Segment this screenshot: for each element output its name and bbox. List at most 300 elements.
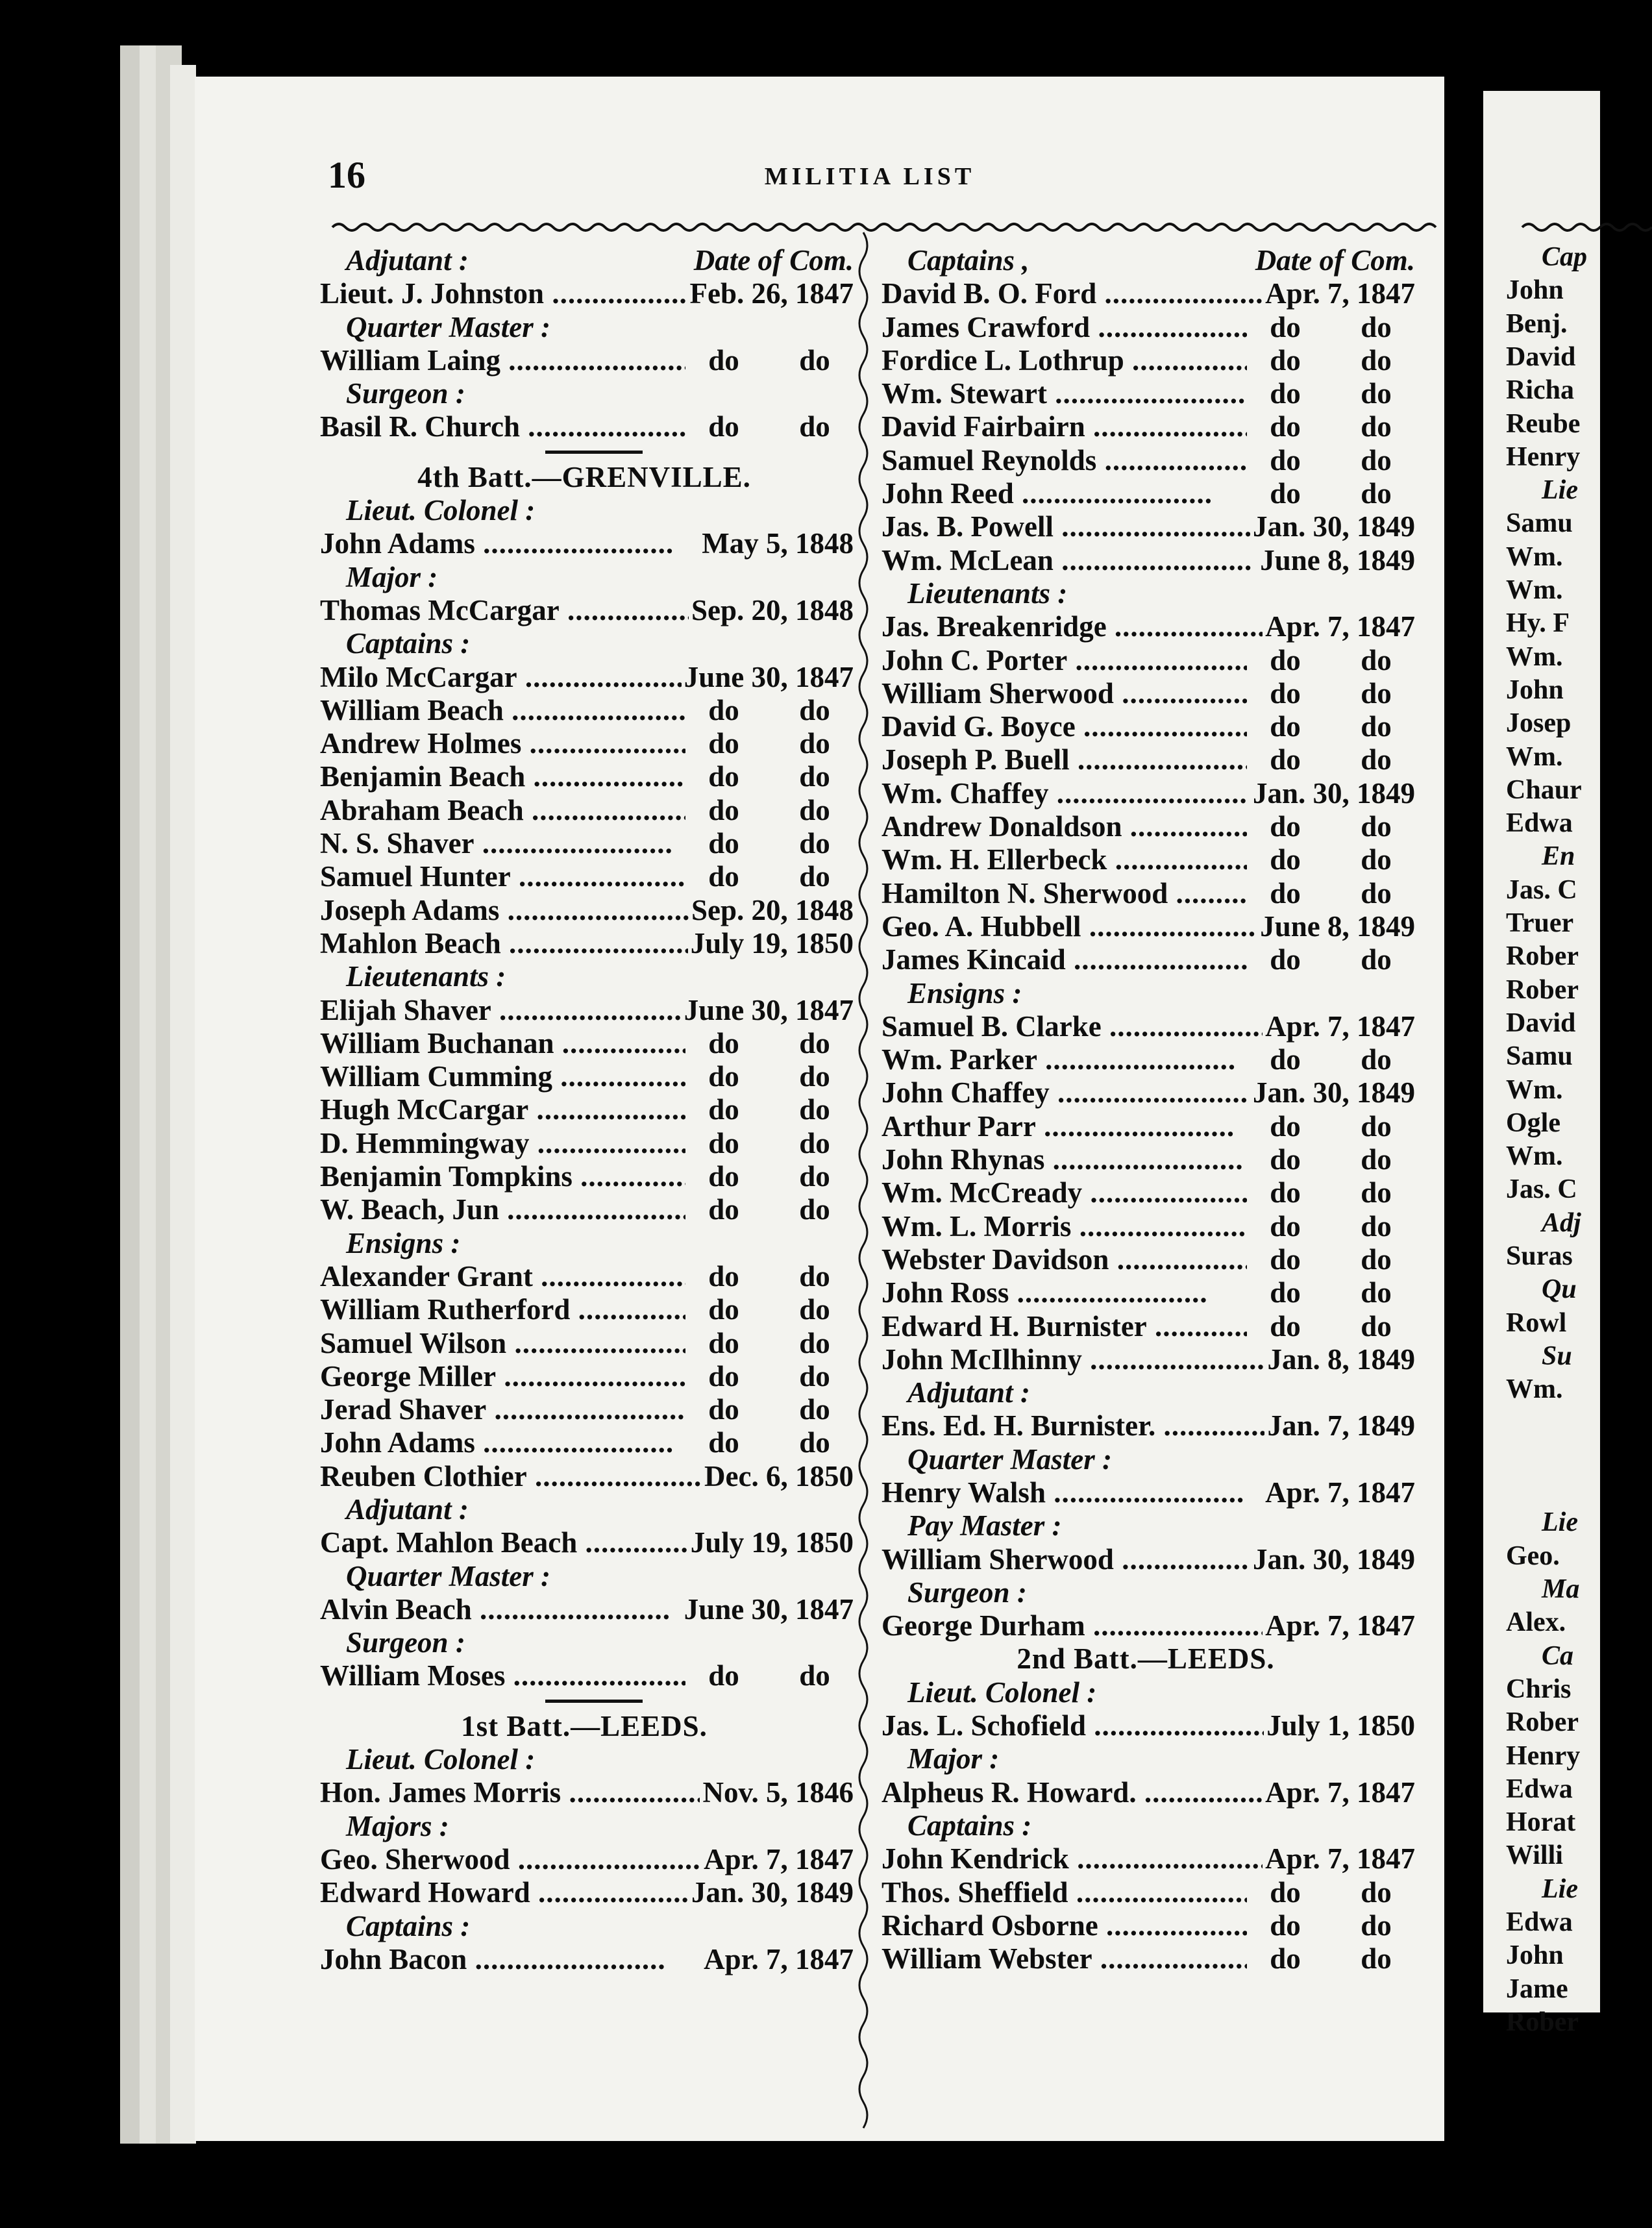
officer-name: David Fairbairn ..... [881, 410, 1284, 443]
officer-name: Joseph P. Buell ..... [881, 743, 1268, 776]
ditto-month: do [708, 343, 739, 377]
rank-label: Adjutant : [346, 244, 469, 277]
officer-name: Jas. L. Schofield ..... [881, 1709, 1285, 1742]
ditto-year: do [799, 1126, 830, 1159]
ditto-year: do [1361, 1875, 1392, 1909]
officer-entry [315, 760, 854, 793]
left-column [315, 244, 854, 1976]
ditto-month: do [1270, 443, 1301, 477]
officer-name: Edward Howard ..... [320, 1876, 729, 1909]
rank-heading [315, 627, 854, 660]
ditto-year: do [1361, 1176, 1392, 1209]
ditto-month: do [1270, 943, 1301, 976]
facing-page-line: Rober [1506, 2007, 1579, 2037]
rank-heading [876, 1576, 1415, 1609]
ditto-month: do [1270, 1276, 1301, 1309]
officer-entry [315, 1393, 854, 1426]
officer-entry [315, 1776, 854, 1809]
ditto-year: do [799, 1293, 830, 1326]
ditto-year: do [799, 793, 830, 826]
ditto-month: do [1270, 1942, 1301, 1975]
commission-ditto [1247, 1276, 1412, 1309]
officer-entry [876, 1076, 1415, 1109]
officer-name: Benjamin Beach ..... [320, 760, 724, 793]
commission-date: Jan. 30, 1849 [1250, 1076, 1415, 1109]
commission-ditto [685, 694, 850, 727]
commission-date: Apr. 7, 1847 [1263, 1010, 1415, 1043]
commission-date: June 8, 1849 [1257, 544, 1415, 577]
ditto-year: do [799, 1093, 830, 1126]
facing-page-line: John [1506, 675, 1564, 705]
commission-ditto [1247, 377, 1412, 410]
facing-page-line: Samu [1506, 508, 1573, 539]
officer-name: Ens. Ed. H. Burnister. ..... [881, 1409, 1354, 1442]
commission-date: Apr. 7, 1847 [1263, 1476, 1415, 1509]
commission-ditto [685, 1327, 850, 1360]
facing-page-line: Jas. C [1506, 874, 1577, 905]
officer-name: Alpheus R. Howard. ..... [881, 1776, 1335, 1809]
ditto-month: do [708, 1393, 739, 1426]
officer-name: John Rhynas ..... [881, 1143, 1244, 1176]
ditto-month: do [708, 1060, 739, 1093]
officer-entry [876, 1942, 1415, 1975]
officer-entry [876, 1010, 1415, 1043]
commission-ditto [1247, 710, 1412, 743]
commission-date: Jan. 30, 1849 [689, 1876, 854, 1909]
officer-entry [876, 877, 1415, 910]
officer-entry [315, 527, 854, 560]
officer-name: George Durham ..... [881, 1609, 1284, 1642]
facing-page-line: Geo. [1506, 1541, 1560, 1571]
rank-label: Adjutant : [346, 1492, 469, 1526]
commission-ditto [1247, 843, 1412, 876]
officer-entry [876, 1276, 1415, 1309]
facing-page-line: Wm. [1506, 741, 1563, 772]
officer-name: David B. O. Ford ..... [881, 277, 1296, 310]
commission-ditto [1247, 1942, 1412, 1975]
ditto-year: do [1361, 943, 1392, 976]
commission-ditto [685, 1260, 850, 1293]
officer-entry [876, 410, 1415, 443]
officer-entry [315, 1593, 854, 1626]
ditto-month: do [1270, 310, 1301, 343]
officer-name: John Ross ..... [881, 1276, 1208, 1309]
header-wavy-rule [332, 214, 1436, 240]
ditto-month: do [1270, 810, 1301, 843]
officer-name: Basil R. Church ..... [320, 410, 719, 443]
officer-name: Capt. Mahlon Beach ..... [320, 1526, 776, 1559]
officer-entry [876, 444, 1415, 477]
commission-ditto [685, 1127, 850, 1160]
battalion-heading [315, 461, 854, 494]
ditto-year: do [1361, 810, 1392, 843]
officer-entry [876, 544, 1415, 577]
commission-ditto [685, 1426, 850, 1459]
ditto-month: do [708, 1326, 739, 1359]
ditto-year: do [1361, 343, 1392, 377]
rank-heading [876, 1509, 1415, 1542]
officer-name: Wm. Parker ..... [881, 1043, 1236, 1076]
ditto-month: do [708, 727, 739, 760]
officer-entry [315, 1843, 854, 1876]
rank-label: Surgeon : [346, 377, 465, 410]
facing-page-line: Wm. [1506, 575, 1563, 605]
facing-page-line: Lie [1542, 475, 1578, 506]
ditto-year: do [799, 827, 830, 860]
ditto-month: do [708, 1426, 739, 1459]
officer-entry [876, 1909, 1415, 1942]
officer-name: Webster Davidson ..... [881, 1243, 1308, 1276]
ditto-year: do [1361, 1109, 1392, 1143]
rank-label: Pay Master : [907, 1509, 1062, 1542]
officer-entry [876, 644, 1415, 677]
ditto-year: do [1361, 676, 1392, 710]
officer-name: William Sherwood ..... [881, 677, 1313, 710]
facing-page-line: Suras [1506, 1241, 1573, 1271]
rank-label: Ensigns : [907, 976, 1022, 1009]
commission-date: July 19, 1850 [688, 1526, 854, 1559]
officer-entry [876, 710, 1415, 743]
officer-entry [876, 1709, 1415, 1742]
facing-page-line: Ogle [1506, 1108, 1560, 1138]
officer-name: Thos. Sheffield ..... [881, 1876, 1267, 1909]
ditto-year: do [799, 1060, 830, 1093]
ditto-year: do [799, 1393, 830, 1426]
commission-ditto [1247, 943, 1412, 976]
ditto-month: do [708, 860, 739, 893]
officer-entry [315, 694, 854, 727]
officer-name: John Bacon ..... [320, 1943, 666, 1976]
commission-ditto [685, 794, 850, 827]
officer-entry [315, 994, 854, 1027]
commission-date: Jan. 30, 1849 [1250, 1543, 1415, 1576]
ditto-year: do [799, 860, 830, 893]
ditto-year: do [1361, 710, 1392, 743]
book-edge-4 [170, 65, 196, 2144]
commission-date: Apr. 7, 1847 [1263, 1842, 1415, 1875]
facing-page-line: Reube [1506, 408, 1581, 439]
commission-ditto [1247, 1143, 1412, 1176]
officer-name: Henry Walsh ..... [881, 1476, 1244, 1509]
rank-header-row [315, 244, 854, 277]
facing-page-line: Richa [1506, 375, 1574, 406]
ditto-year: do [799, 1326, 830, 1359]
ditto-month: do [1270, 743, 1301, 776]
rank-label: Majors : [346, 1809, 449, 1842]
rank-heading [876, 577, 1415, 610]
battalion-heading [315, 1710, 854, 1743]
rank-heading [315, 1810, 854, 1843]
rank-label: Lieut. Colonel : [346, 1743, 536, 1776]
ditto-year: do [799, 1193, 830, 1226]
facing-page-line: Cap [1542, 242, 1588, 272]
commission-ditto [1247, 1310, 1412, 1343]
officer-entry [876, 943, 1415, 976]
commission-date: May 5, 1848 [699, 527, 854, 560]
facing-page-line: Rober [1506, 941, 1579, 972]
officer-entry [876, 344, 1415, 377]
ditto-month: do [1270, 843, 1301, 876]
ditto-month: do [1270, 1109, 1301, 1143]
officer-entry [876, 843, 1415, 876]
commission-ditto [1247, 311, 1412, 344]
ditto-year: do [1361, 843, 1392, 876]
rank-label: Lieutenants : [346, 960, 506, 993]
officer-entry [876, 277, 1415, 310]
commission-ditto [685, 1393, 850, 1426]
battalion-heading [876, 1642, 1415, 1676]
ditto-month: do [1270, 1143, 1301, 1176]
rank-heading [315, 377, 854, 410]
ditto-month: do [708, 1093, 739, 1126]
facing-page-line: Jas. C [1506, 1174, 1577, 1205]
ditto-month: do [1270, 410, 1301, 443]
rank-label: Quarter Master : [907, 1442, 1113, 1476]
rank-label: Lieut. Colonel : [907, 1676, 1097, 1709]
ditto-year: do [799, 1426, 830, 1459]
facing-page-line: Chris [1506, 1674, 1572, 1704]
rank-label: Major : [346, 560, 438, 593]
commission-ditto [1247, 743, 1412, 776]
officer-name: Jerad Shaver ..... [320, 1393, 685, 1426]
officer-entry [876, 1876, 1415, 1909]
rank-label: Captains : [346, 627, 471, 660]
facing-page-line: Edwa [1506, 808, 1573, 839]
facing-page-line: Horat [1506, 1807, 1576, 1838]
facing-page-line: Chaur [1506, 774, 1582, 805]
commission-date: Apr. 7, 1847 [1263, 277, 1415, 310]
facing-page-line: Lie [1542, 1507, 1578, 1538]
officer-entry [315, 661, 854, 694]
officer-name: William Sherwood ..... [881, 1543, 1313, 1576]
officer-entry [315, 1060, 854, 1093]
ditto-year: do [799, 760, 830, 793]
ditto-year: do [799, 693, 830, 726]
commission-ditto [685, 1360, 850, 1393]
officer-name: Samuel Reynolds ..... [881, 444, 1296, 477]
officer-name: James Kincaid ..... [881, 943, 1264, 976]
ditto-year: do [1361, 443, 1392, 477]
commission-ditto [1247, 1210, 1412, 1243]
commission-ditto [685, 727, 850, 760]
right-column [876, 244, 1415, 1975]
commission-date: Sep. 20, 1848 [689, 594, 854, 627]
rank-label: Captains : [346, 1909, 471, 1942]
facing-page-line: Rober [1506, 974, 1579, 1005]
facing-page-line: Su [1542, 1341, 1572, 1371]
facing-page-line: Edwa [1506, 1774, 1573, 1804]
ditto-year: do [799, 343, 830, 377]
ditto-month: do [1270, 643, 1301, 676]
ditto-year: do [1361, 643, 1392, 676]
officer-name: Wm. Stewart ..... [881, 377, 1246, 410]
rank-heading [315, 1493, 854, 1526]
rank-heading [315, 1626, 854, 1659]
commission-date: June 30, 1847 [682, 994, 854, 1027]
officer-entry [315, 594, 854, 627]
rank-heading [315, 1910, 854, 1943]
officer-name: John C. Porter ..... [881, 644, 1266, 677]
facing-page-line: Ca [1542, 1640, 1574, 1671]
officer-name: Joseph Adams ..... [320, 894, 698, 927]
ditto-year: do [1361, 410, 1392, 443]
ditto-month: do [708, 1659, 739, 1692]
ditto-month: do [1270, 710, 1301, 743]
rank-label: Major : [907, 1742, 1000, 1776]
ditto-month: do [1270, 1875, 1301, 1909]
rank-label: Lieut. Colonel : [346, 494, 536, 527]
officer-entry [876, 510, 1415, 543]
ditto-month: do [708, 1359, 739, 1393]
ditto-month: do [1270, 477, 1301, 510]
facing-page-line: Alex. [1506, 1607, 1566, 1638]
officer-name: Hamilton N. Sherwood ..... [881, 877, 1367, 910]
officer-name: Milo McCargar ..... [320, 661, 716, 694]
officer-name: William Rutherford ..... [320, 1293, 769, 1326]
officer-entry [315, 1160, 854, 1193]
commission-ditto [685, 1160, 850, 1193]
officer-name: Hon. James Morris ..... [320, 1776, 759, 1809]
officer-entry [315, 894, 854, 927]
officer-entry [876, 1776, 1415, 1809]
officer-entry [876, 1476, 1415, 1509]
officer-name: Hugh McCargar ..... [320, 1093, 727, 1126]
commission-date: June 30, 1847 [682, 661, 854, 694]
ditto-month: do [708, 1193, 739, 1226]
rank-heading [876, 1443, 1415, 1476]
column-divider-wavy [850, 232, 876, 2115]
ditto-year: do [1361, 1909, 1392, 1942]
ditto-year: do [799, 1659, 830, 1692]
commission-date: Feb. 26, 1847 [687, 277, 854, 310]
officer-name: Wm. Chaffey ..... [881, 777, 1248, 810]
ditto-month: do [708, 793, 739, 826]
officer-entry [876, 1343, 1415, 1376]
officer-entry [876, 1110, 1415, 1143]
officer-name: John Kendrick ..... [881, 1842, 1268, 1875]
rank-heading [876, 977, 1415, 1010]
officer-name: John Reed ..... [881, 477, 1213, 510]
facing-page-line: Rober [1506, 1707, 1579, 1738]
facing-page-line: John [1506, 275, 1564, 306]
commission-ditto [1247, 1176, 1412, 1209]
ditto-month: do [708, 1160, 739, 1193]
rank-heading [876, 1809, 1415, 1842]
ditto-year: do [799, 1259, 830, 1293]
rank-label: Captains : [907, 1809, 1032, 1842]
officer-entry [876, 311, 1415, 344]
commission-date: Apr. 7, 1847 [1263, 1609, 1415, 1642]
officer-name: Alexander Grant ..... [320, 1260, 732, 1293]
date-header: Date of Com. [1253, 244, 1415, 277]
commission-ditto [685, 344, 850, 377]
ditto-year: do [799, 1359, 830, 1393]
commission-date: June 30, 1847 [682, 1593, 854, 1626]
commission-date: Jan. 8, 1849 [1264, 1343, 1415, 1376]
officer-name: Mahlon Beach ..... [320, 927, 700, 960]
commission-ditto [1247, 1909, 1412, 1942]
facing-page-line: Qu [1542, 1274, 1577, 1305]
officer-name: James Crawford ..... [881, 311, 1288, 344]
ditto-month: do [708, 410, 739, 443]
battalion-title: 2nd Batt.—LEEDS. [1017, 1642, 1275, 1676]
officer-name: William Moses ..... [320, 1659, 704, 1692]
commission-date: Sep. 20, 1848 [689, 894, 854, 927]
commission-ditto [1247, 810, 1412, 843]
rank-heading [315, 960, 854, 993]
facing-page-17 [1483, 91, 1600, 2037]
facing-page-line: David [1506, 1008, 1576, 1038]
ditto-month: do [1270, 1176, 1301, 1209]
officer-name: Reuben Clothier ..... [320, 1460, 726, 1493]
commission-ditto [685, 1193, 850, 1226]
officer-name: John Adams ..... [320, 1426, 674, 1459]
page-16 [195, 77, 1444, 2141]
ditto-month: do [1270, 1043, 1301, 1076]
officer-entry [315, 277, 854, 310]
officer-entry [876, 1243, 1415, 1276]
officer-entry [876, 610, 1415, 643]
commission-ditto [685, 1093, 850, 1126]
commission-ditto [1247, 1110, 1412, 1143]
commission-date: June 8, 1849 [1257, 910, 1415, 943]
officer-name: Elijah Shaver ..... [320, 994, 690, 1027]
commission-ditto [685, 1060, 850, 1093]
officer-entry [876, 1210, 1415, 1243]
commission-ditto [685, 827, 850, 860]
ditto-year: do [1361, 377, 1392, 410]
rank-heading [315, 494, 854, 527]
facing-page-line: Wm. [1506, 541, 1563, 572]
rank-label: Surgeon : [346, 1626, 465, 1659]
rank-label: Lieutenants : [907, 576, 1068, 610]
ditto-month: do [1270, 876, 1301, 910]
officer-entry [876, 910, 1415, 943]
officer-name: George Miller ..... [320, 1360, 695, 1393]
facing-page-line: John [1506, 1940, 1564, 1971]
commission-ditto [1247, 410, 1412, 443]
facing-page-line: Lie [1542, 1874, 1578, 1904]
facing-page-line: Jame [1506, 1974, 1568, 2004]
rank-label: Quarter Master : [346, 310, 551, 343]
officer-name: Alvin Beach ..... [320, 1593, 671, 1626]
officer-entry [315, 794, 854, 827]
officer-entry [315, 860, 854, 893]
ditto-month: do [708, 760, 739, 793]
commission-date: Jan. 30, 1849 [1250, 510, 1415, 543]
ditto-year: do [1361, 477, 1392, 510]
ditto-month: do [708, 1259, 739, 1293]
commission-date: Dec. 6, 1850 [702, 1460, 854, 1493]
rank-heading [876, 1742, 1415, 1776]
ditto-month: do [708, 1126, 739, 1159]
rank-label: Captains , [907, 244, 1029, 277]
facing-page-line: Henry [1506, 1740, 1581, 1771]
officer-entry [876, 1310, 1415, 1343]
officer-entry [876, 1143, 1415, 1176]
facing-page-line: David [1506, 341, 1576, 372]
officer-name: Lieut. J. Johnston ..... [320, 277, 743, 310]
officer-entry [315, 727, 854, 760]
officer-name: John McIlhinny ..... [881, 1343, 1281, 1376]
ditto-month: do [708, 1026, 739, 1059]
battalion-title: 4th Batt.—GRENVILLE. [417, 460, 751, 493]
officer-entry [876, 1176, 1415, 1209]
officer-name: William Laing ..... [320, 344, 699, 377]
rank-label: Surgeon : [907, 1576, 1027, 1609]
rank-label: Ensigns : [346, 1226, 461, 1259]
officer-name: Geo. Sherwood ..... [320, 1843, 709, 1876]
